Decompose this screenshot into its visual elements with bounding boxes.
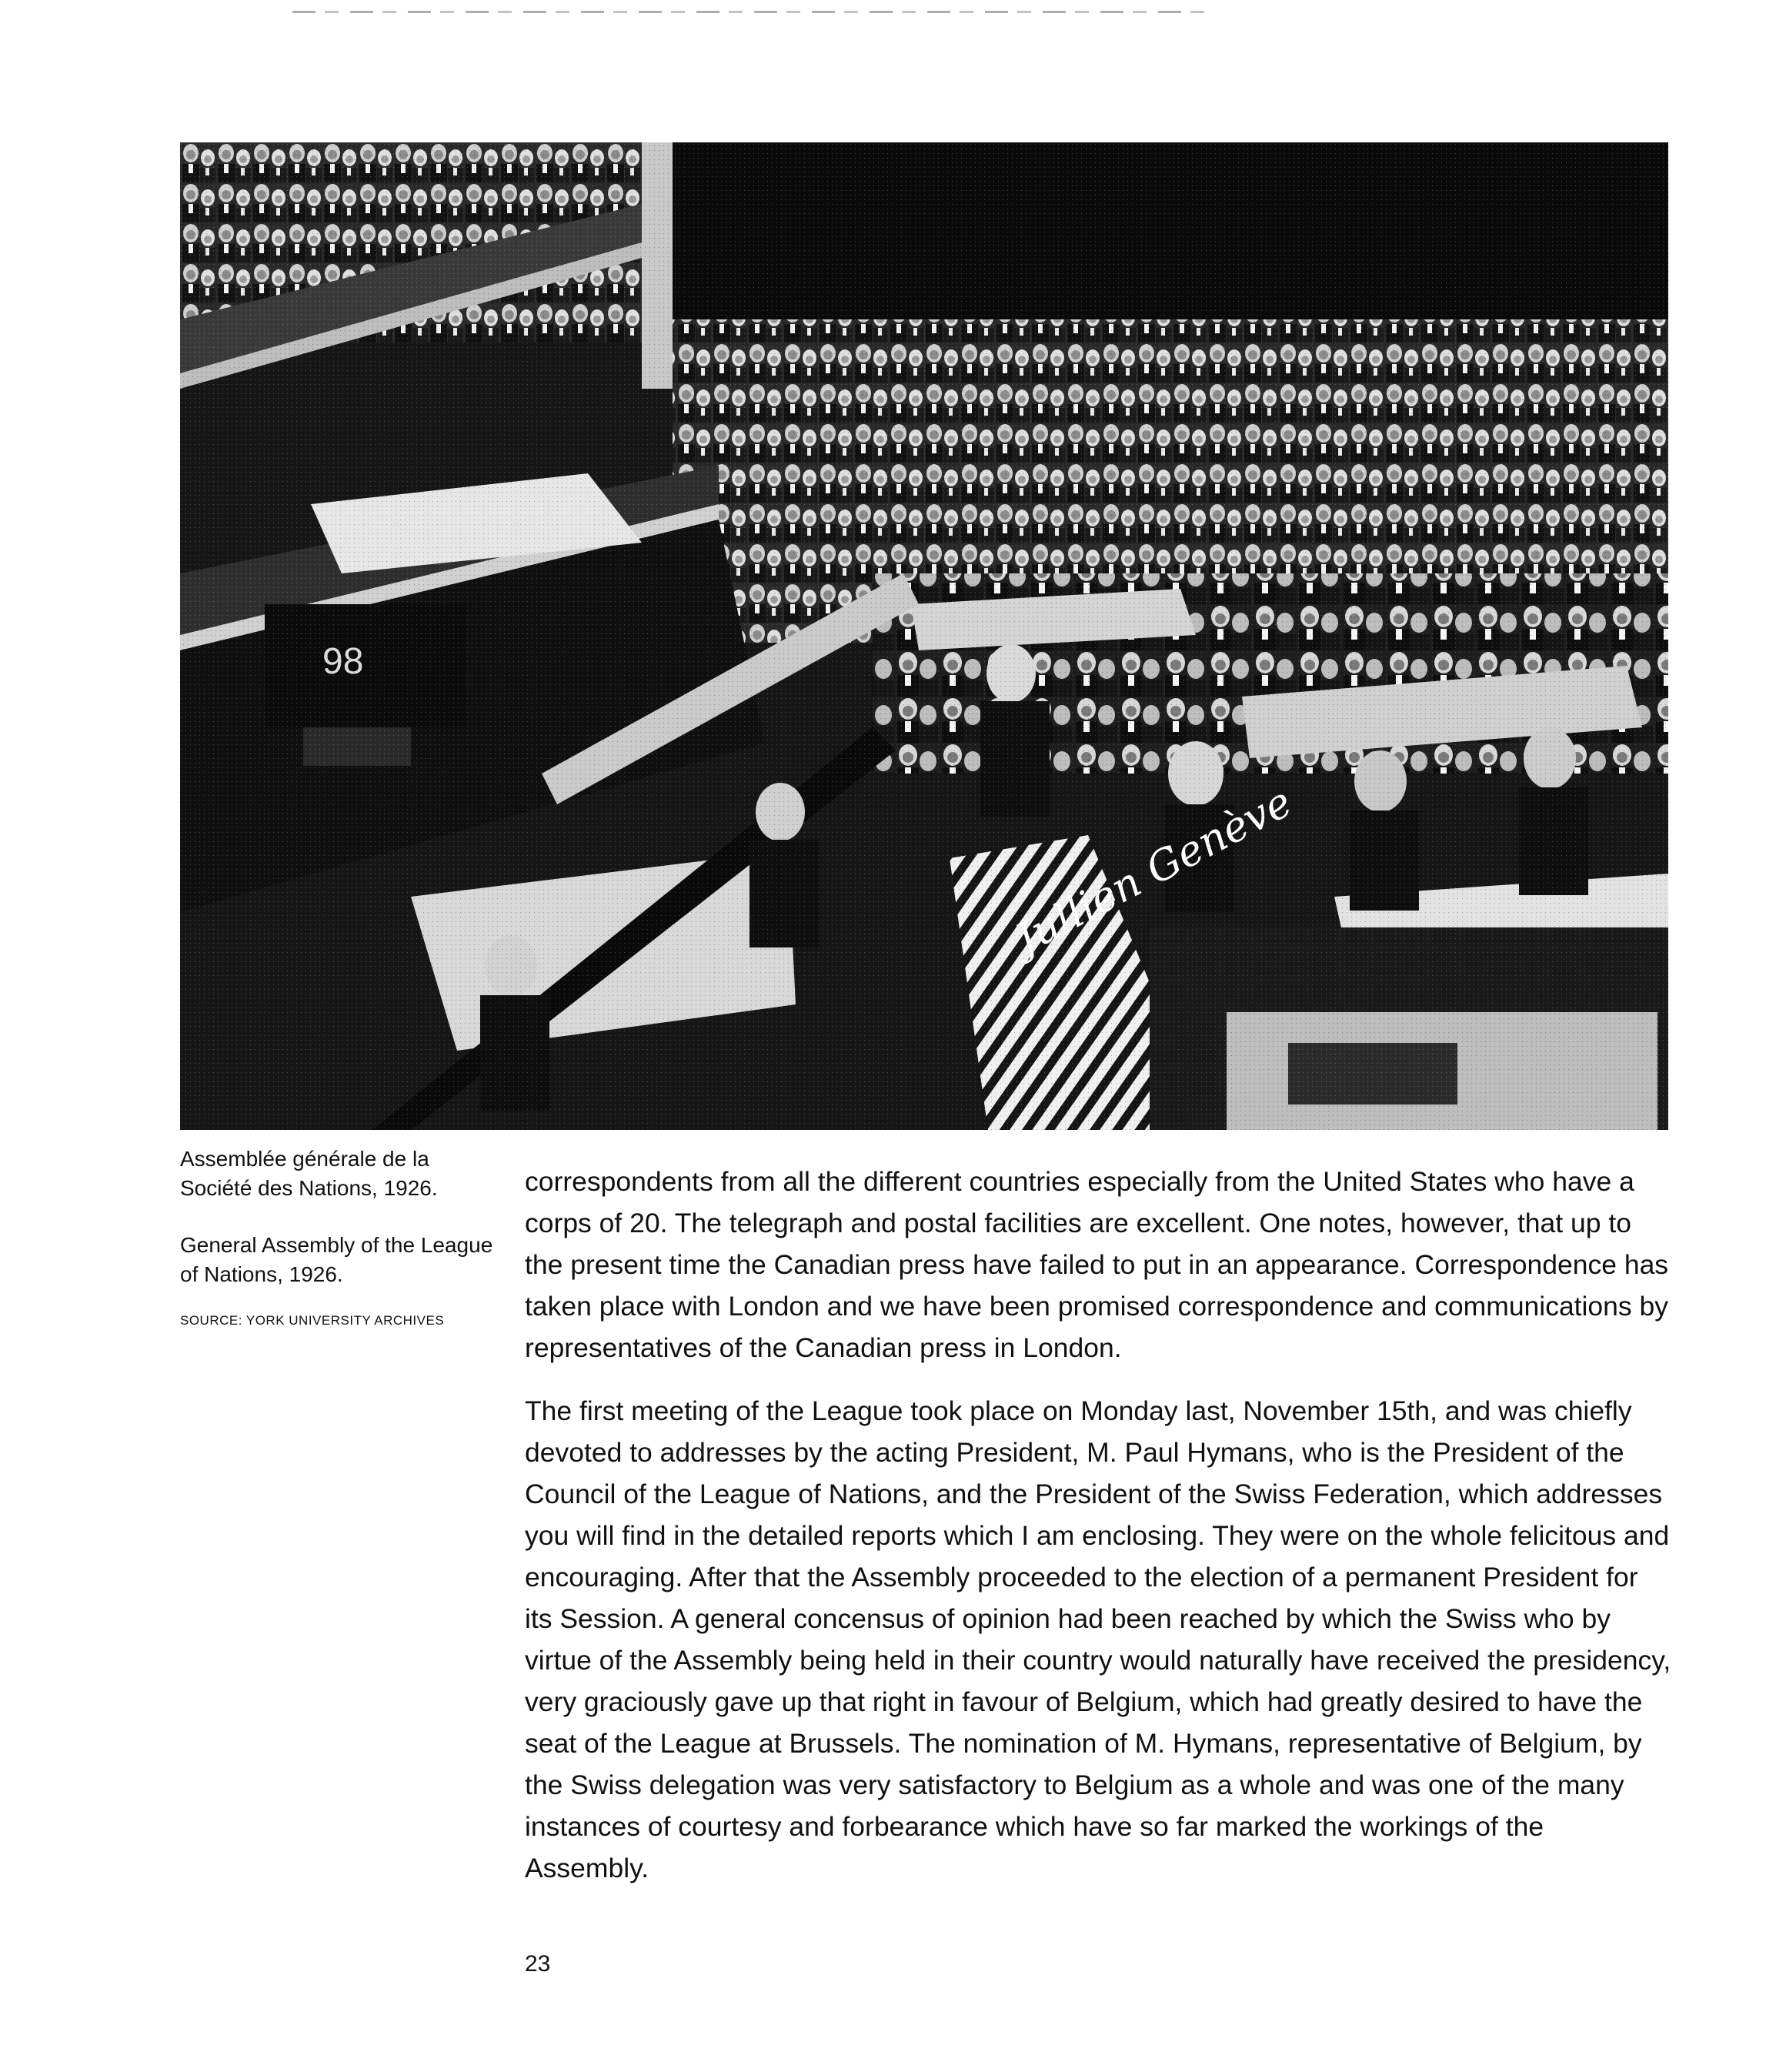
assembly-photograph	[180, 142, 1668, 1130]
scan-artifact-line	[292, 11, 1216, 13]
caption-french: Assemblée générale de la Société des Nations, 1926.	[180, 1147, 438, 1200]
caption-source: SOURCE: YORK UNIVERSITY ARCHIVES	[180, 1313, 445, 1328]
body-text	[525, 1161, 1671, 1910]
body-paragraph: correspondents from all the different countries especially from the United States who have a corps of 20. The telegraph and postal facilities are excellent. One notes, however, that up to the present time the Canadian press have failed to put in an appearance. Correspondence has taken place with London and we have been promised correspondence and communications by representatives of the Canadian press in London.	[525, 1166, 1669, 1363]
caption-english: General Assembly of the League of Nations, 1926.	[180, 1233, 493, 1286]
assembly-photo-illustration	[180, 142, 1668, 1130]
page-number: 23	[525, 1951, 551, 1977]
body-paragraph: The first meeting of the League took place on Monday last, November 15th, and was chiefly devoted to addresses by the acting President, M. Paul Hymans, who is the President of the Council of the League of Nations, and the President of the Swiss Federation, which addresses you will find in the detailed reports which I am enclosing. They were on the whole felicitous and encouraging. After that the Assembly proceeded to the election of a permanent President for its Session. A general concensus of opinion had been reached by which the Swiss who by virtue of the Assembly being held in their country would naturally have received the presidency, very graciously gave up that right in favour of Belgium, which had greatly desired to have the seat of the League at Brussels. The nomination of M. Hymans, representative of Belgium, by the Swiss delegation was very satisfactory to Belgium as a whole and was one of the many instances of courtesy and forbearance which have so far marked the workings of the Assembly.	[525, 1395, 1671, 1883]
photo-caption	[180, 1145, 496, 1329]
